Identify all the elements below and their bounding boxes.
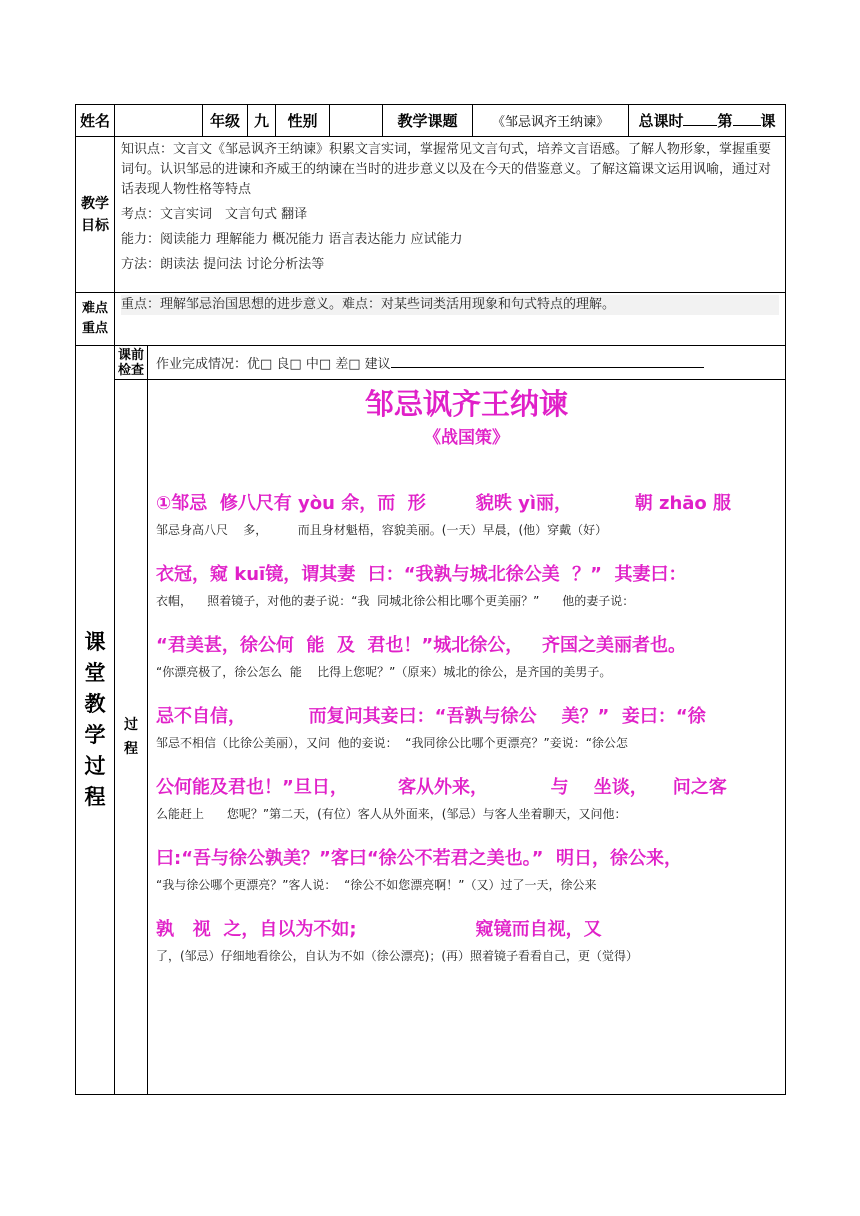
gender-label: 性别 — [276, 105, 330, 137]
process-row — [76, 380, 786, 1095]
text-lines — [148, 492, 785, 965]
translation-line: 了，(邹忌）仔细地看徐公，自认为不如（徐公漂亮)；(再）照着镜子看看自己，更（觉得） — [156, 949, 639, 963]
original-text-line: ①邹忌 修八尺有 yòu 余，而 形 貌昳 yì丽， 朝 zhāo 服 — [156, 493, 732, 514]
process-sub-label-1: 过 — [124, 717, 138, 733]
original-text-line: 衣冠，窥 kuī镜，谓其妻 曰：“我孰与城北徐公美 ？” 其妻曰： — [156, 564, 687, 585]
original-text-line: 曰:“吾与徐公孰美？”客曰“徐公不若君之美也。” 明日，徐公来， — [156, 848, 683, 869]
precheck-row — [76, 346, 786, 380]
ability-points: 能力：阅读能力 理解能力 概况能力 语言表达能力 应试能力 — [121, 232, 463, 247]
precheck-label-1: 课前 — [117, 347, 144, 363]
grade-label: 年级 — [203, 105, 248, 137]
goals-side-label-1: 教学 — [81, 195, 109, 212]
name-label: 姓名 — [76, 105, 115, 137]
original-text-line: 公何能及君也！”旦日， 客从外来， 与 坐谈， 问之客 — [156, 777, 727, 798]
process-side-char: 程 — [84, 785, 106, 809]
knowledge-points: 知识点：文言文《邹忌讽齐王纳谏》积累文言实词，掌握常见文言句式，培养文言语感。了解人物形象，掌握重要词句。认识邹忌的进谏和齐威王的纳谏在当时的进步意义以及在今天的借鉴意义。了解这篇课文运用讽喻，通过对话表现人物性格等特点 — [121, 142, 772, 197]
process-side-chars — [76, 627, 114, 813]
difficulty-content — [115, 293, 786, 346]
difficulty-side-label-1: 难点 — [81, 301, 108, 316]
translation-line: 么能赶上 您呢？”第二天，(有位）客人从外面来，(邹忌）与客人坐着聊天，又问他： — [156, 807, 627, 821]
translation-line: 邹忌不相信（比徐公美丽），又问 他的妾说： “我同徐公比哪个更漂亮？”妾说：“徐公怎 — [156, 736, 628, 750]
precheck-label — [115, 346, 148, 380]
translation-line: “你漂亮极了，徐公怎么 能 比得上您呢？”（原来）城北的徐公，是齐国的美男子。 — [156, 665, 612, 679]
original-text-line: 孰 视 之，自以为不如; 窥镜而自视，又 — [156, 919, 602, 940]
nth-label: 第 — [717, 112, 733, 130]
name-field[interactable] — [115, 105, 203, 137]
goals-side-label — [76, 137, 115, 293]
method-points: 方法：朗读法 提问法 讨论分析法等 — [121, 257, 325, 272]
process-side-char: 课 — [84, 630, 106, 654]
topic-value: 《邹忌讽齐王纳谏》 — [473, 105, 629, 137]
lesson-number-blank[interactable] — [733, 111, 761, 126]
goals-side-label-2: 目标 — [81, 217, 109, 234]
difficulty-side-label — [76, 293, 115, 346]
difficulty-row — [76, 293, 786, 346]
process-side-label — [76, 346, 115, 1095]
topic-label: 教学课题 — [383, 105, 473, 137]
original-text-line: “君美甚，徐公何 能 及 君也！”城北徐公， 齐国之美丽者也。 — [156, 635, 687, 656]
lesson-plan-sheet — [75, 104, 785, 1095]
difficulty-side-label-2: 重点 — [81, 321, 108, 336]
text-title: 邹忌讽齐王纳谏 — [364, 387, 568, 421]
process-sub-label-2: 程 — [124, 741, 138, 757]
exam-points: 考点：文言实词 文言句式 翻译 — [121, 207, 308, 222]
suggestion-blank[interactable] — [391, 354, 704, 368]
goals-row — [76, 137, 786, 293]
gender-field[interactable] — [330, 105, 383, 137]
original-text-line: 忌不自信， 而复问其妾曰：“吾孰与徐公 美？” 妾曰：“徐 — [156, 706, 706, 727]
lesson-plan-table — [75, 104, 786, 1095]
process-side-char: 学 — [84, 723, 106, 747]
precheck-content — [148, 346, 786, 380]
lesson-label: 课 — [760, 112, 776, 130]
difficulty-text: 重点：理解邹忌治国思想的进步意义。难点：对某些词类活用现象和句式特点的理解。 — [121, 295, 779, 315]
translation-line: 邹忌身高八尺 多， 而且身材魁梧，容貌美丽。(一天）早晨，(他）穿戴（好） — [156, 523, 608, 537]
total-hours-label: 总课时 — [638, 112, 684, 130]
process-side-char: 过 — [84, 754, 106, 778]
translation-line: “我与徐公哪个更漂亮？”客人说： “徐公不如您漂亮啊！”（又）过了一天，徐公来 — [156, 878, 597, 892]
process-side-char: 教 — [84, 692, 106, 716]
header-row — [76, 105, 786, 137]
lesson-count-cell — [629, 105, 786, 137]
text-content — [148, 380, 786, 1095]
process-side-char: 堂 — [84, 661, 106, 685]
goals-content — [115, 137, 786, 293]
precheck-text: 作业完成情况：优□ 良□ 中□ 差□ 建议 — [156, 357, 391, 372]
grade-value: 九 — [248, 105, 276, 137]
total-hours-blank[interactable] — [683, 111, 717, 126]
translation-line: 衣帽， 照着镜子，对他的妻子说：“我 同城北徐公相比哪个更美丽？” 他的妻子说： — [156, 594, 635, 608]
precheck-label-2: 检查 — [117, 362, 144, 378]
process-sub-label — [115, 380, 148, 1095]
text-source: 《战国策》 — [424, 428, 509, 448]
